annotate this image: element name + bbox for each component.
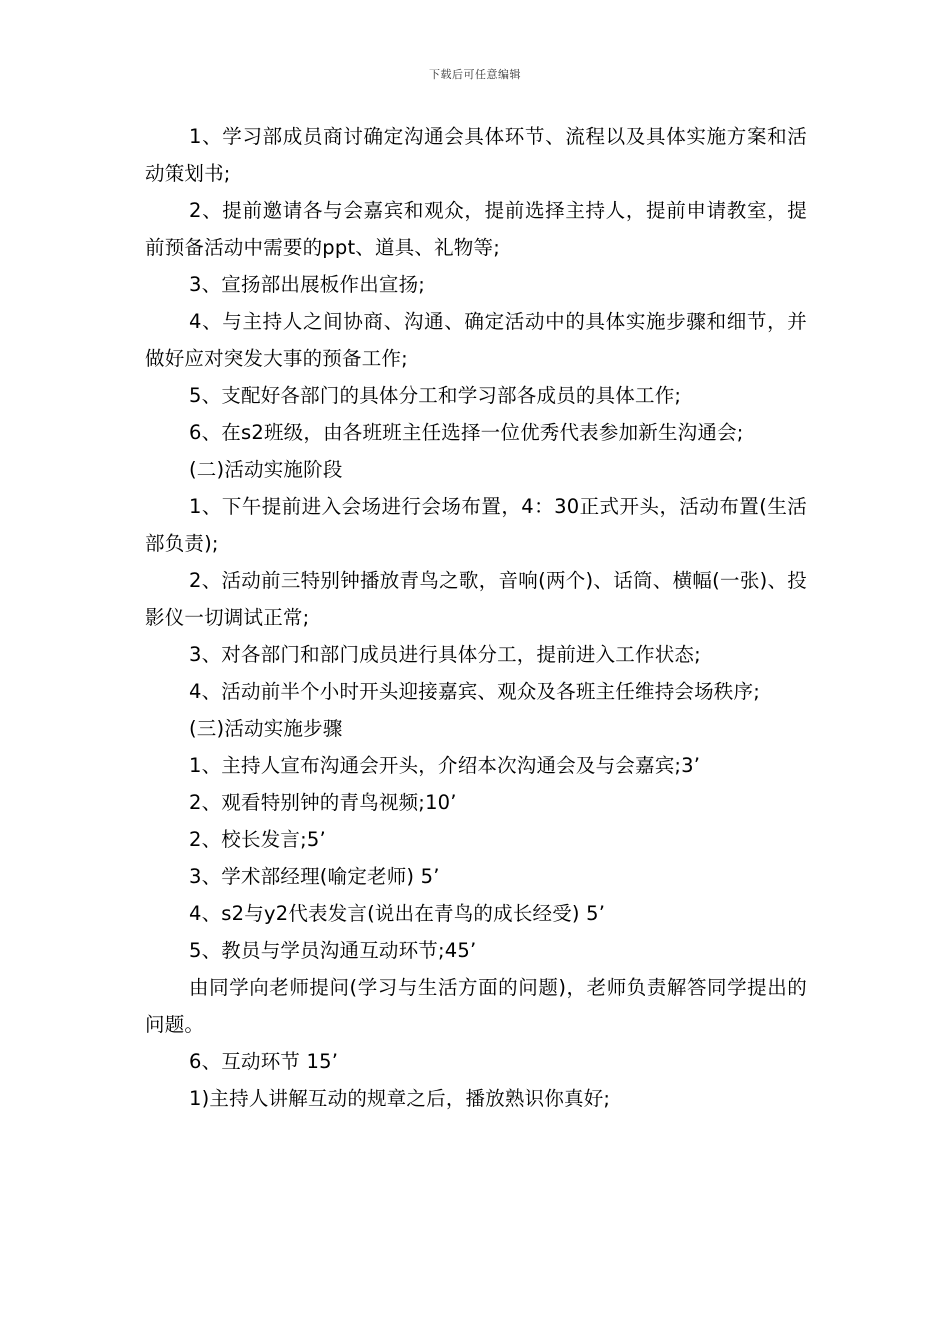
paragraph: 4、与主持人之间协商、沟通、确定活动中的具体实施步骤和细节，并做好应对突发大事的预备工作; — [145, 310, 807, 370]
paragraph: 1、主持人宣布沟通会开头，介绍本次沟通会及与会嘉宾;3’ — [189, 754, 701, 777]
paragraph: 3、宣扬部出展板作出宣扬; — [189, 273, 426, 296]
paragraph: 1、学习部成员商讨确定沟通会具体环节、流程以及具体实施方案和活动策划书; — [145, 125, 807, 185]
paragraph: 2、校长发言;5’ — [189, 828, 326, 851]
paragraph: 6、互动环节 15’ — [189, 1050, 339, 1073]
section-heading: (二)活动实施阶段 — [189, 458, 343, 481]
document-body — [145, 118, 807, 1117]
page-header: 下载后可任意编辑 — [429, 68, 521, 81]
paragraph: 5、教员与学员沟通互动环节;45’ — [189, 939, 477, 962]
paragraph: 2、提前邀请各与会嘉宾和观众，提前选择主持人，提前申请教室，提前预备活动中需要的ppt、道具、礼物等; — [145, 199, 807, 259]
paragraph: 6、在s2班级，由各班班主任选择一位优秀代表参加新生沟通会; — [189, 421, 744, 444]
paragraph: 4、活动前半个小时开头迎接嘉宾、观众及各班主任维持会场秩序; — [189, 680, 760, 703]
paragraph: 由同学向老师提问(学习与生活方面的问题)，老师负责解答同学提出的问题。 — [145, 976, 807, 1036]
paragraph: 1、下午提前进入会场进行会场布置，4：30正式开头，活动布置(生活部负责); — [145, 495, 807, 555]
section-heading: (三)活动实施步骤 — [189, 717, 343, 740]
paragraph: 5、支配好各部门的具体分工和学习部各成员的具体工作; — [189, 384, 682, 407]
paragraph: 2、观看特别钟的青鸟视频;10’ — [189, 791, 457, 814]
paragraph: 2、活动前三特别钟播放青鸟之歌，音响(两个)、话筒、横幅(一张)、投影仪一切调试正常; — [145, 569, 807, 629]
paragraph: 4、s2与y2代表发言(说出在青鸟的成长经受) 5’ — [189, 902, 606, 925]
paragraph: 3、学术部经理(喻定老师) 5’ — [189, 865, 440, 888]
paragraph: 1)主持人讲解互动的规章之后，播放熟识你真好; — [189, 1087, 611, 1110]
paragraph: 3、对各部门和部门成员进行具体分工，提前进入工作状态; — [189, 643, 701, 666]
